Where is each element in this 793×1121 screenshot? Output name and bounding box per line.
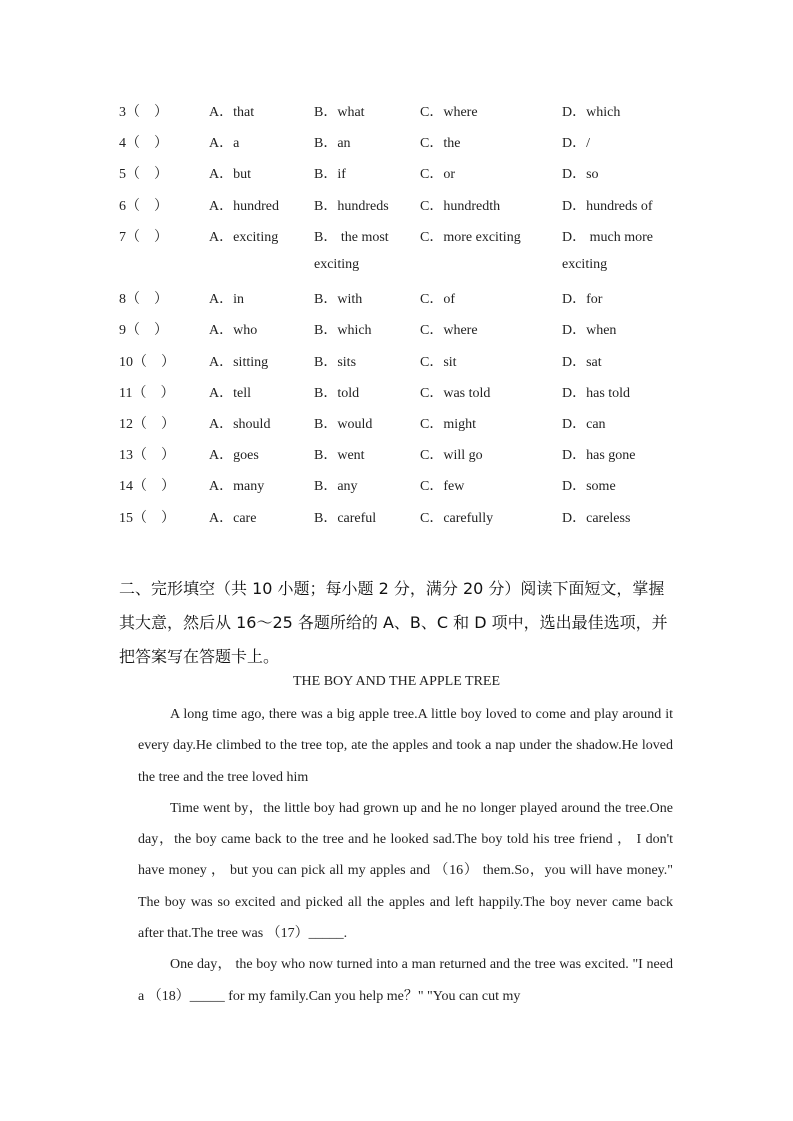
question-row [0, 195, 793, 219]
option-a: A．in [209, 292, 244, 307]
question-number: 7（ ） [119, 230, 168, 245]
question-row [0, 101, 793, 125]
option-b: B．told [314, 386, 360, 401]
option-d: D．for [562, 292, 603, 307]
question-row [0, 444, 793, 468]
option-b: B．hundreds [314, 199, 389, 214]
question-row [0, 132, 793, 156]
option-d: D．careless [562, 511, 631, 526]
question-number: 15（ ） [119, 511, 175, 526]
option-c: C．of [420, 292, 455, 307]
question-row [0, 351, 793, 375]
option-a: A．goes [209, 448, 259, 463]
option-a: A．many [209, 479, 265, 494]
paragraph: One day， the boy who now turned into a man returned and the tree was excited. "I need a （18）_____ for my family.Can you help me？" "You can cut my [138, 957, 673, 1004]
option-c: C．might [420, 417, 477, 432]
option-c: C．or [420, 167, 455, 182]
option-a: A．tell [209, 386, 251, 401]
option-d: D．/ [562, 136, 590, 151]
question-row [0, 475, 793, 499]
question-number: 4（ ） [119, 136, 168, 151]
question-number: 14（ ） [119, 479, 175, 494]
option-a: A．sitting [209, 355, 269, 370]
option-b: B．sits [314, 355, 357, 370]
option-b: B．what [314, 105, 365, 120]
option-c: C．carefully [420, 511, 494, 526]
option-a: A．should [209, 417, 271, 432]
question-number: 6（ ） [119, 199, 168, 214]
option-c: C．will go [420, 448, 483, 463]
section-heading: 二、完形填空（共 10 小题；每小题 2 分，满分 20 分）阅读下面短文，掌握其大意，然后从 16～25 各题所给的 A、B、C 和 D 项中，选出最佳选项，并把答案写在答题卡上。 [119, 579, 668, 666]
question-number: 13（ ） [119, 448, 175, 463]
question-number: 8（ ） [119, 292, 168, 307]
question-number: 11（ ） [119, 386, 175, 401]
option-b: B．careful [314, 511, 377, 526]
paragraph: Time went by，the little boy had grown up and he no longer played around the tree.One day，the boy came back to the tree and he looked sad.The boy told his tree friend ， I don't have money ， but you can pick all my apples and （16） them.So，you will have money." The boy was so excited and picked all the apples and left happily.The boy never came back after that.The tree was （17）_____. [138, 800, 673, 942]
option-c: C．few [420, 479, 465, 494]
option-a: A．hundred [209, 199, 279, 214]
paragraph: A long time ago, there was a big apple tree.A little boy loved to come and play around it every day.He climbed to the tree top, ate the apples and took a nap under the shadow.He loved the tree and the tree loved him [138, 707, 673, 785]
option-d: D．has told [562, 386, 631, 401]
option-b: B．any [314, 479, 358, 494]
question-number: 3（ ） [119, 105, 168, 120]
option-a: A．care [209, 511, 257, 526]
passage-title: THE BOY AND THE APPLE TREE [292, 674, 501, 689]
option-b: B．an [314, 136, 351, 151]
question-row [0, 288, 793, 312]
question-row [0, 382, 793, 406]
option-c: C．hundredth [420, 199, 501, 214]
option-a: A．who [209, 323, 258, 338]
option-a: A．that [209, 105, 255, 120]
option-b-continued: exciting [314, 257, 360, 272]
option-d: D．so [562, 167, 599, 182]
option-b: B．which [314, 323, 372, 338]
option-d: D．when [562, 323, 617, 338]
question-number: 12（ ） [119, 417, 175, 432]
question-number: 5（ ） [119, 167, 168, 182]
question-row [0, 507, 793, 531]
question-row [0, 319, 793, 343]
option-c: C．where [420, 323, 478, 338]
option-b: B．went [314, 448, 365, 463]
option-c: C．was told [420, 386, 491, 401]
option-a: A．exciting [209, 230, 279, 245]
option-b: B． the most [314, 230, 389, 245]
option-d-continued: exciting [562, 257, 608, 272]
option-d: D．has gone [562, 448, 636, 463]
option-d: D．hundreds of [562, 199, 653, 214]
option-d: D．which [562, 105, 621, 120]
option-a: A．a [209, 136, 240, 151]
option-d: D．some [562, 479, 616, 494]
option-c: C．more exciting [420, 230, 521, 245]
option-b: B．with [314, 292, 363, 307]
option-b: B．would [314, 417, 373, 432]
option-a: A．but [209, 167, 251, 182]
option-d: D． much more [562, 230, 653, 245]
question-number: 10（ ） [119, 355, 175, 370]
option-d: D．can [562, 417, 606, 432]
question-row [0, 163, 793, 187]
option-c: C．the [420, 136, 461, 151]
option-b: B．if [314, 167, 346, 182]
option-d: D．sat [562, 355, 602, 370]
question-number: 9（ ） [119, 323, 168, 338]
option-c: C．sit [420, 355, 457, 370]
question-row [0, 413, 793, 437]
passage-body [138, 699, 673, 1012]
option-c: C．where [420, 105, 478, 120]
question-row [0, 226, 793, 250]
